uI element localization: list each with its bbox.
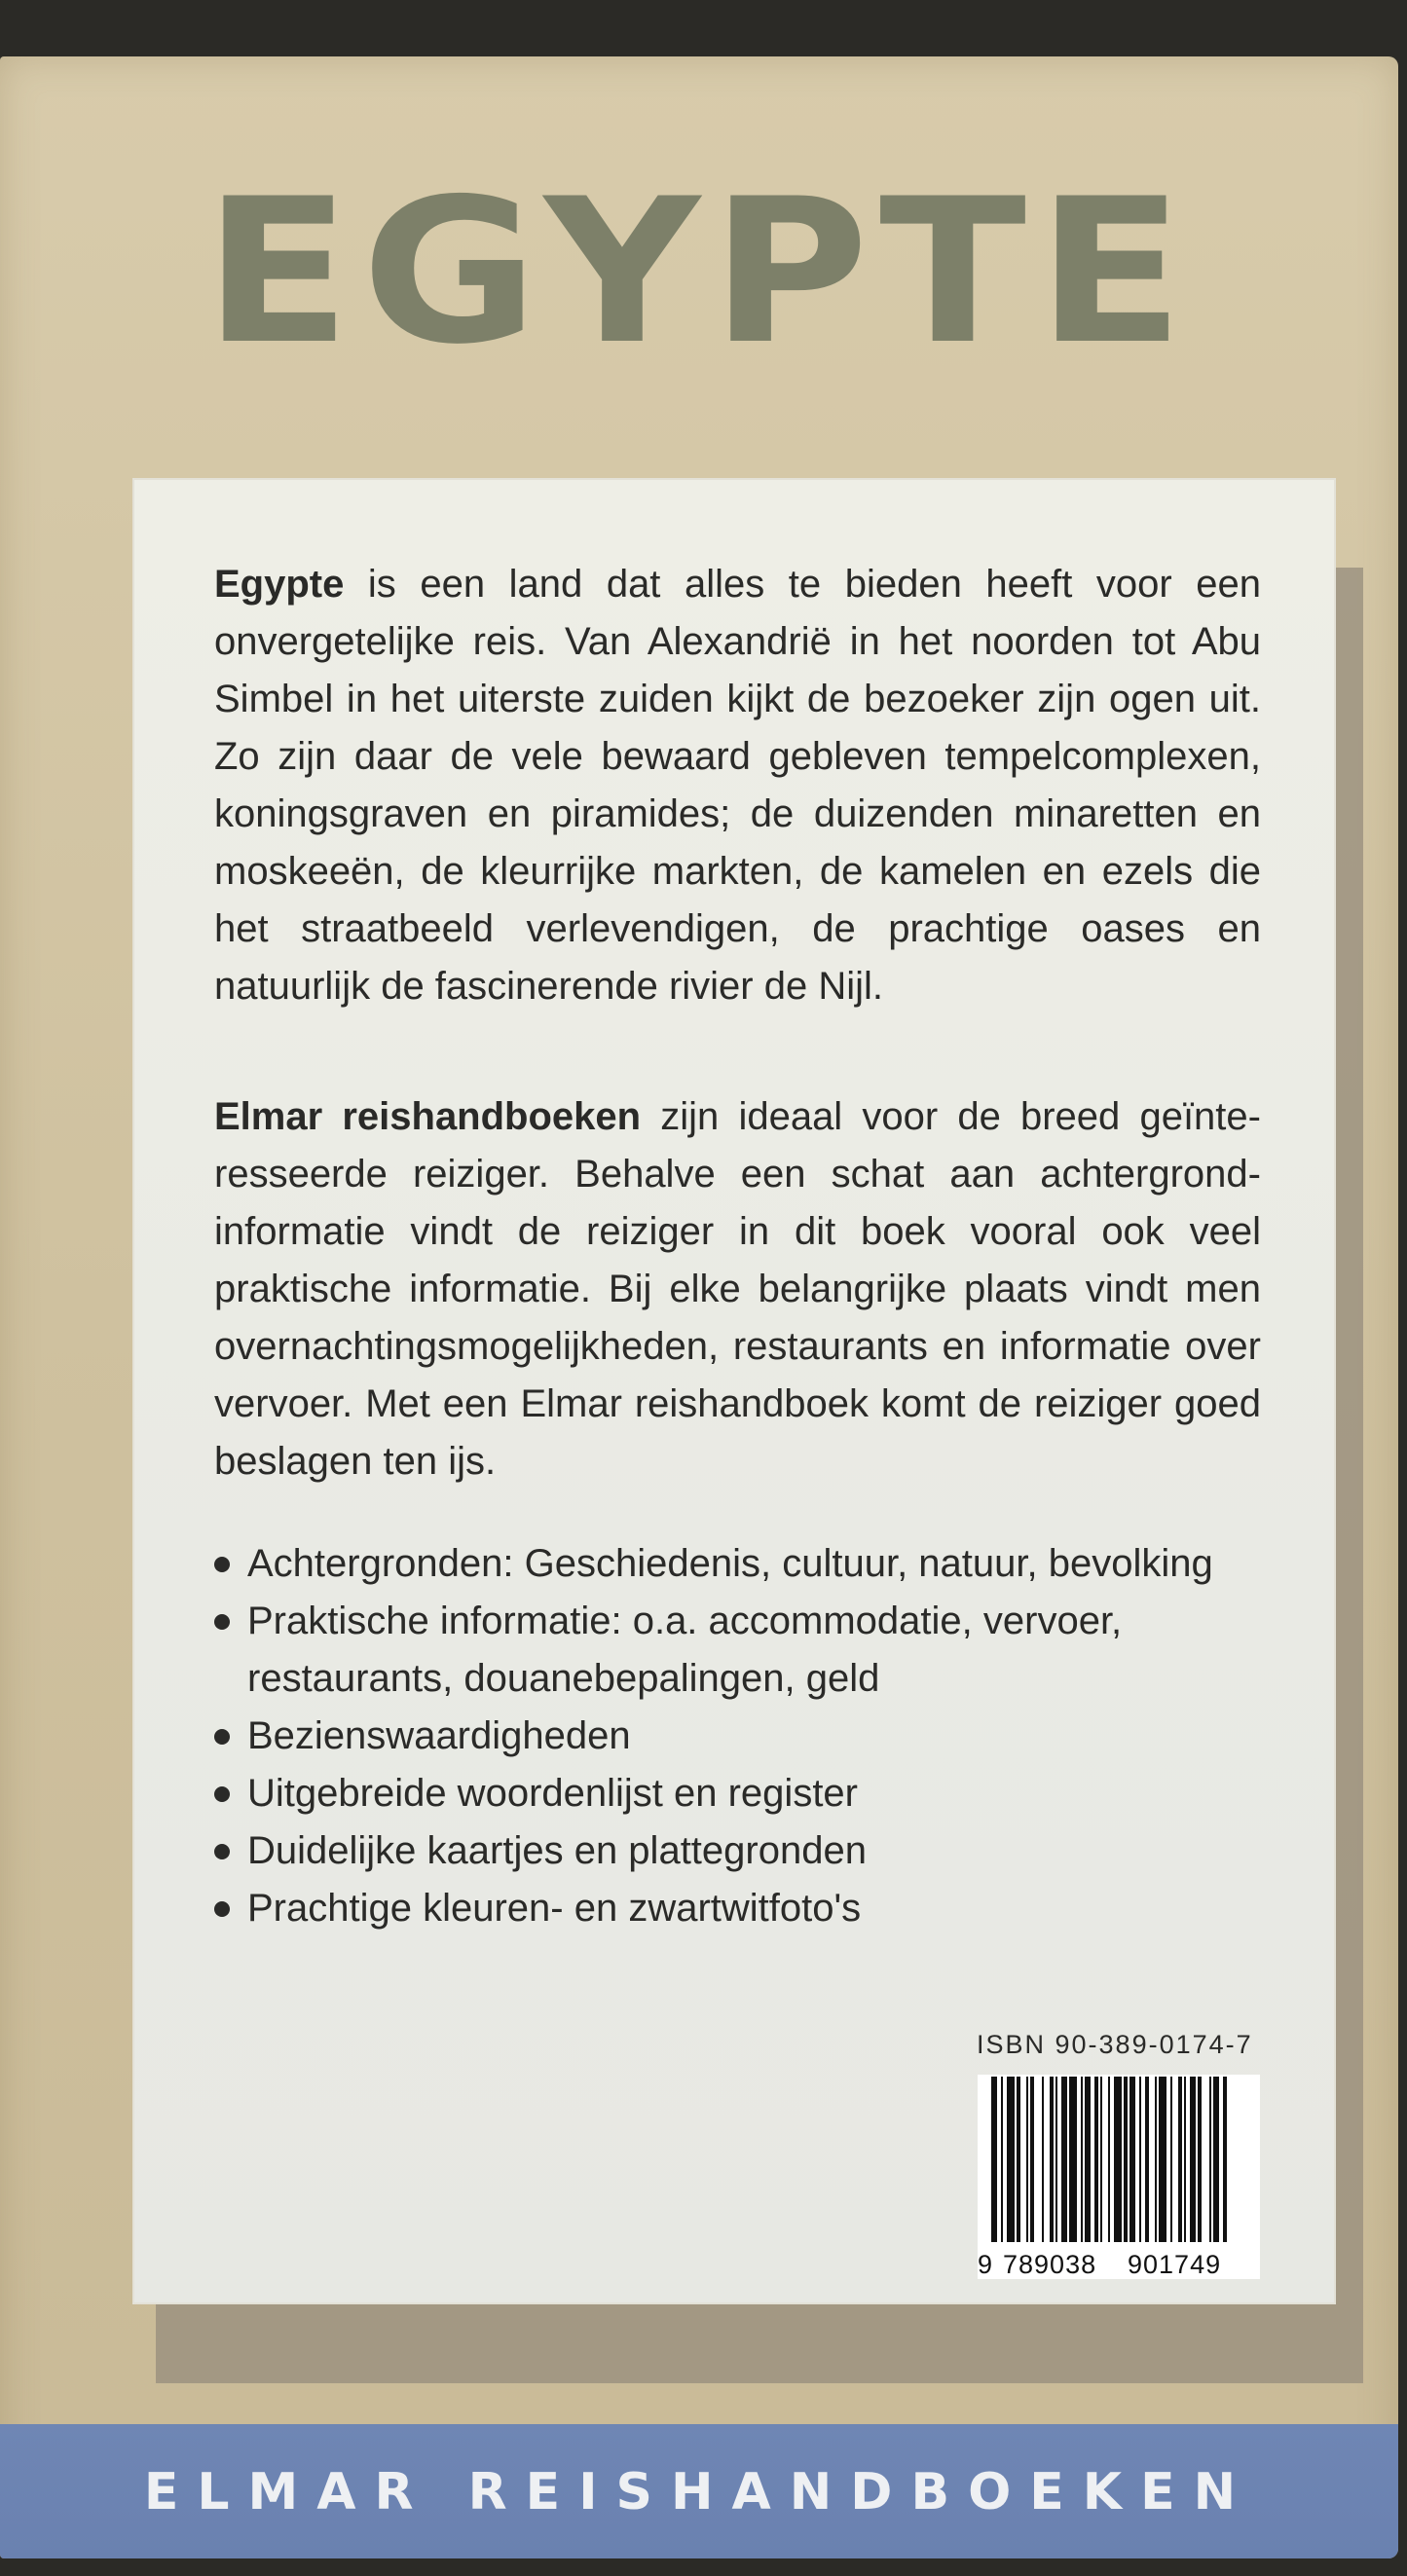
bullet-icon [214,1844,230,1859]
bullet-icon [214,1557,230,1572]
barcode-first-digit: 9 [978,2250,993,2279]
series-paragraph [214,1088,1261,1490]
intro-paragraph [214,556,1261,1015]
series-band-label: ELMAR REISHANDBOEKEN [143,2463,1255,2521]
list-item-text: Praktische informatie: o.a. accommodatie, vervoer, restaurants, douanebepalingen, geld [247,1600,1123,1700]
list-item [214,1535,1261,1593]
list-item [214,1765,1261,1822]
list-item [214,1880,1261,1937]
list-item-text: Prachtige kleuren- en zwartwitfoto's [247,1887,862,1930]
list-item-text: Bezienswaardigheden [247,1714,631,1757]
list-item [214,1822,1261,1880]
bullet-icon [214,1729,230,1745]
barcode-icon [978,2075,1260,2279]
bullet-icon [214,1614,230,1630]
bullet-icon [214,1901,230,1917]
cover-title: EGYPTE [204,157,1195,388]
list-item [214,1708,1261,1765]
book-back-cover [0,56,1398,2558]
list-item-text: Achtergronden: Geschiedenis, cultuur, natuur, bevolking [247,1542,1213,1585]
intro-lead: Egypte [214,563,345,606]
barcode-group-left: 789038 [1003,2250,1097,2279]
isbn-label: ISBN 90-389-0174-7 [977,2030,1253,2059]
list-item-text: Duidelijke kaartjes en plattegronden [247,1829,867,1872]
list-item-text: Uitgebreide woordenlijst en register [247,1772,858,1815]
series-lead: Elmar reishandboeken [214,1095,642,1138]
blurb-panel [132,478,1336,2304]
feature-list [214,1535,1261,1937]
series-text: zijn ideaal voor de breed geïnteresseerde reiziger. Behalve een schat aan achtergrondinformatie vindt de reiziger in dit boek vooral ook veel praktische informatie. Bij elke belangrijke plaats vindt men overnachtingsmogelijkheden, restaurants en informatie over vervoer. Met een Elmar reishandboek komt de reiziger goed beslagen ten ijs. [214,1095,1261,1483]
series-band [0,2424,1398,2558]
list-item [214,1593,1261,1708]
bullet-icon [214,1786,230,1802]
barcode-group-right: 901749 [1128,2250,1222,2279]
intro-text: is een land dat alles te bieden heeft voor een onvergetelijke reis. Van Alexandrië in het noorden tot Abu Simbel in het uiterste zuiden kijkt de bezoeker zijn ogen uit. Zo zijn daar de vele bewaard gebleven tempelcomplexen, koningsgraven en piramides; de duizenden minaretten en moskeeën, de kleurrijke markten, de kamelen en ezels die het straatbeeld verlevendigen, de prachtige oases en natuurlijk de fascinerende rivier de Nijl. [214,563,1261,1008]
